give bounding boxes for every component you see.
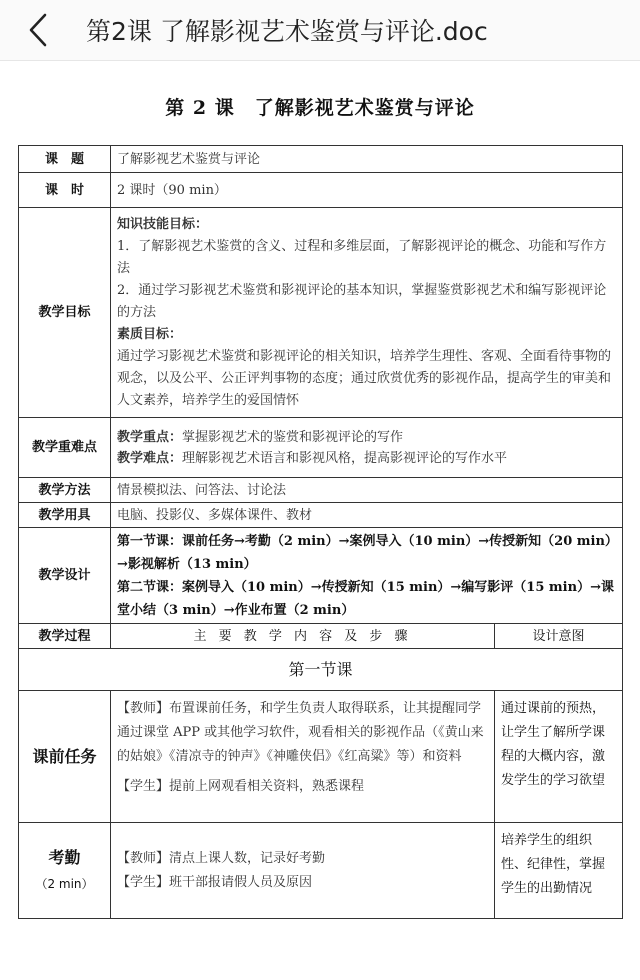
document-heading: 第 2 课 了解影视艺术鉴赏与评论 — [165, 97, 475, 119]
hours-value: 2 课时（90 min） — [111, 173, 623, 208]
back-button[interactable] — [28, 2, 78, 58]
tools-value: 电脑、投影仪、多媒体课件、教材 — [111, 503, 623, 528]
table-row-pre-task — [19, 691, 623, 823]
table-row-process-header — [19, 624, 623, 649]
quality-title: 素质目标： — [117, 326, 183, 342]
pre-task-intent: 通过课前的预热，让学生了解所学课程的大概内容，激发学生的学习欲望 — [495, 691, 623, 823]
hours-label: 课 时 — [19, 173, 111, 208]
quality-text: 通过学习影视艺术鉴赏和影视评论的相关知识，培养学生理性、客观、全面看待事物的观念，以及公平、公正评判事物的态度；通过欣赏优秀的影视作品，提高学生的审美和人文素养，培养学生的爱国情怀 — [117, 348, 612, 408]
table-row-section — [19, 649, 623, 691]
attendance-intent: 培养学生的组织性、纪律性，掌握学生的出勤情况 — [495, 823, 623, 919]
pre-task-teacher-text: 布置课前任务，和学生负责人取得联系，让其提醒同学通过课堂 APP 或其他学习软件，观看相关的影视作品（《黄山来的姑娘》《清凉寺的钟声》《神雕侠侣》《红高粱》等）和资料 — [117, 701, 484, 764]
process-intent-header: 设计意图 — [495, 624, 623, 649]
attendance-teacher-text: 清点上课人数，记录好考勤 — [169, 850, 326, 866]
teacher-tag: 【教师】 — [117, 701, 170, 716]
design-line-2: 第二节课：案例导入（10 min）→传授新知（15 min）→编写影评（15 min）→课堂小结（3 min）→作业布置（2 min） — [117, 579, 614, 618]
table-row-topic — [19, 146, 623, 173]
focus-title: 教学重点： — [117, 429, 183, 445]
pre-task-content — [111, 691, 495, 823]
design-line-1: 第一节课：课前任务→考勤（2 min）→案例导入（10 min）→传授新知（20 min）→影视解析（13 min） — [117, 533, 612, 572]
section-title: 第一节课 — [19, 649, 623, 691]
method-value: 情景模拟法、问答法、讨论法 — [111, 478, 623, 503]
topic-value: 了解影视艺术鉴赏与评论 — [111, 146, 623, 173]
method-label: 教学方法 — [19, 478, 111, 503]
student-tag: 【学生】 — [117, 874, 170, 890]
table-row-design — [19, 528, 623, 624]
table-row-goals — [19, 208, 623, 418]
design-label: 教学设计 — [19, 528, 111, 624]
knowledge-item-2: 2．通过学习影视艺术鉴赏和影视评论的基本知识，掌握鉴赏影视艺术和编写影视评论的方法 — [117, 282, 607, 320]
goals-content — [111, 208, 623, 418]
knowledge-item-1: 1．了解影视艺术鉴赏的含义、过程和多维层面，了解影视评论的概念、功能和写作方法 — [117, 238, 607, 276]
attendance-cell — [19, 823, 111, 919]
tools-label: 教学用具 — [19, 503, 111, 528]
table-row-attendance — [19, 823, 623, 919]
table-row-key-points — [19, 418, 623, 478]
attendance-content — [111, 823, 495, 919]
key-points-label: 教学重难点 — [19, 418, 111, 478]
focus-text: 掌握影视艺术的鉴赏和影视评论的写作 — [182, 429, 404, 445]
difficulty-title: 教学难点： — [117, 450, 183, 466]
pre-task-student-text: 提前上网观看相关资料，熟悉课程 — [169, 779, 365, 794]
difficulty-text: 理解影视艺术语言和影视风格，提高影视评论的写作水平 — [182, 450, 508, 466]
top-bar — [0, 0, 640, 61]
student-tag: 【学生】 — [117, 779, 170, 794]
table-row-method — [19, 478, 623, 503]
table-row-hours — [19, 173, 623, 208]
attendance-label: 考勤 — [48, 847, 81, 867]
chevron-left-icon — [28, 13, 48, 47]
process-main-header: 主 要 教 学 内 容 及 步 骤 — [111, 624, 495, 649]
design-content — [111, 528, 623, 624]
document-title: 第2课 了解影视艺术鉴赏与评论.doc — [86, 17, 488, 46]
attendance-duration: （2 min） — [35, 876, 94, 891]
process-label: 教学过程 — [19, 624, 111, 649]
key-points-content — [111, 418, 623, 478]
lesson-plan-table — [18, 145, 623, 919]
goals-label: 教学目标 — [19, 208, 111, 418]
knowledge-title: 知识技能目标： — [117, 216, 209, 232]
pre-task-label: 课前任务 — [19, 691, 111, 823]
attendance-student-text: 班干部报请假人员及原因 — [169, 874, 313, 890]
topic-label: 课 题 — [19, 146, 111, 173]
table-row-tools — [19, 503, 623, 528]
teacher-tag: 【教师】 — [117, 850, 170, 866]
